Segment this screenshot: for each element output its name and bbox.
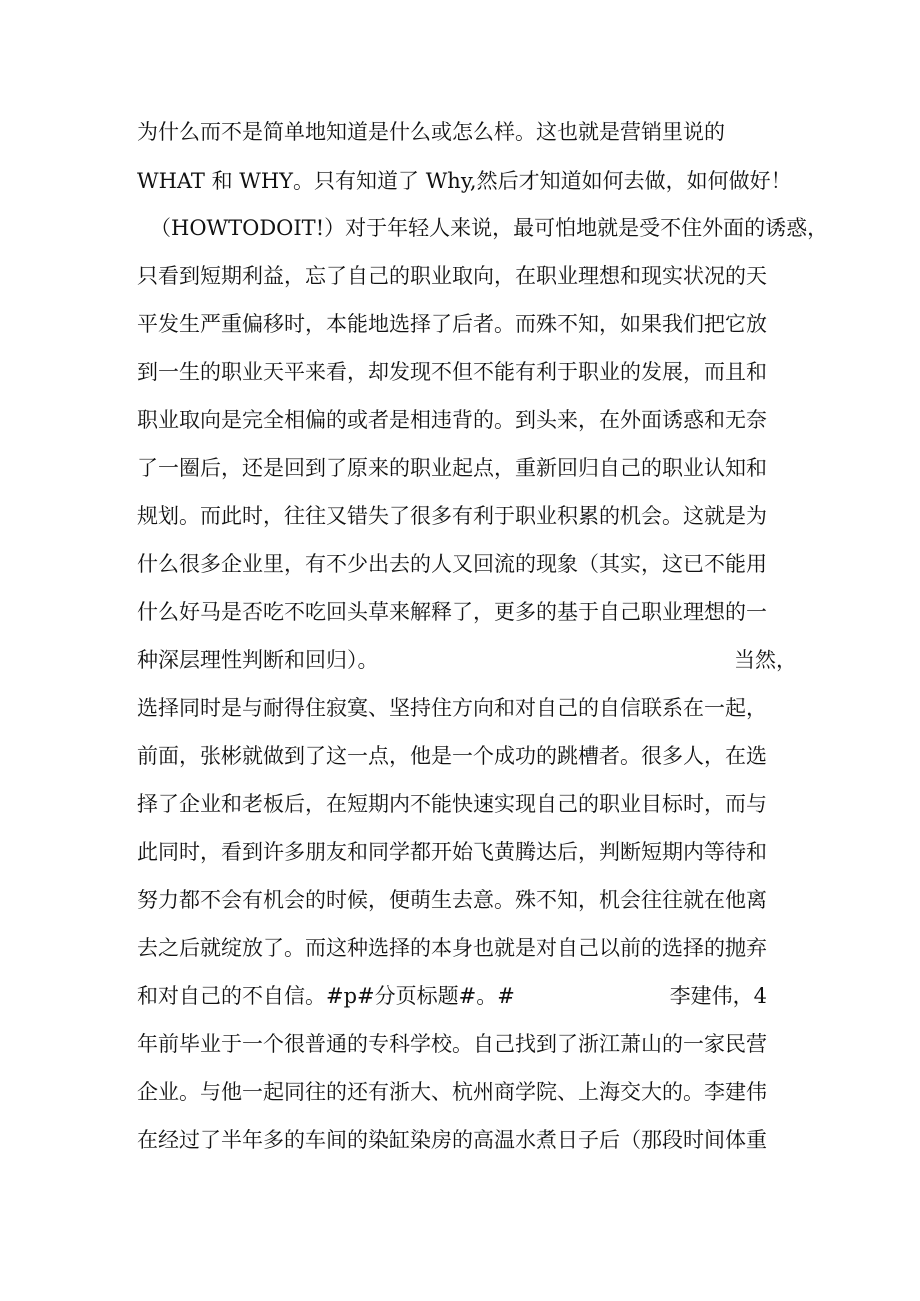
text-line: 努力都不会有机会的时候，便萌生去意。殊不知，机会往往就在他离	[137, 888, 767, 912]
text-line: 只看到短期利益，忘了自己的职业取向，在职业理想和现实状况的天	[137, 264, 767, 288]
text-line: 选择同时是与耐得住寂寞、坚持住方向和对自己的自信联系在一起，	[137, 696, 767, 720]
text-line: 此同时，看到许多朋友和同学都开始飞黄腾达后，判断短期内等待和	[137, 840, 767, 864]
text-line: 为什么而不是简单地知道是什么或怎么样。这也就是营销里说的	[137, 120, 725, 144]
text-line	[137, 645, 797, 675]
text-segment: 李建伟，4	[669, 984, 767, 1008]
text-line: 企业。与他一起同往的还有浙大、杭州商学院、上海交大的。李建伟	[137, 1080, 767, 1104]
text-line: WHAT 和 WHY。只有知道了 Why,然后才知道如何去做，如何做好！	[137, 169, 792, 193]
text-line: 什么很多企业里，有不少出去的人又回流的现象（其实，这已不能用	[137, 552, 767, 576]
text-line: 前面，张彬就做到了这一点，他是一个成功的跳槽者。很多人，在选	[137, 744, 767, 768]
text-line: 在经过了半年多的车间的染缸染房的高温水煮日子后（那段时间体重	[137, 1128, 767, 1152]
text-line: 职业取向是完全相偏的或者是相违背的。到头来，在外面诱惑和无奈	[137, 408, 767, 432]
text-line: 了一圈后，还是回到了原来的职业起点，重新回归自己的职业认知和	[137, 456, 767, 480]
text-segment: 当然，	[734, 648, 797, 672]
text-line: 到一生的职业天平来看，却发现不但不能有利于职业的发展，而且和	[137, 360, 767, 384]
text-line: 规划。而此时，往往又错失了很多有利于职业积累的机会。这就是为	[137, 504, 767, 528]
text-line: （HOWTODOIT!）对于年轻人来说，最可怕地就是受不住外面的诱惑，	[150, 216, 829, 240]
text-line	[137, 981, 767, 1011]
text-line: 择了企业和老板后，在短期内不能快速实现自己的职业目标时，而与	[137, 792, 767, 816]
text-line: 什么好马是否吃不吃回头草来解释了，更多的基于自己职业理想的一	[137, 600, 767, 624]
text-segment: 种深层理性判断和回归）。	[137, 648, 379, 672]
text-line: 去之后就绽放了。而这种选择的本身也就是对自己以前的选择的抛弃	[137, 936, 767, 960]
text-segment: 和对自己的不自信。#p#分页标题#。#	[137, 984, 515, 1008]
text-line: 平发生严重偏移时，本能地选择了后者。而殊不知，如果我们把它放	[137, 312, 767, 336]
text-line: 年前毕业于一个很普通的专科学校。自己找到了浙江萧山的一家民营	[137, 1032, 767, 1056]
